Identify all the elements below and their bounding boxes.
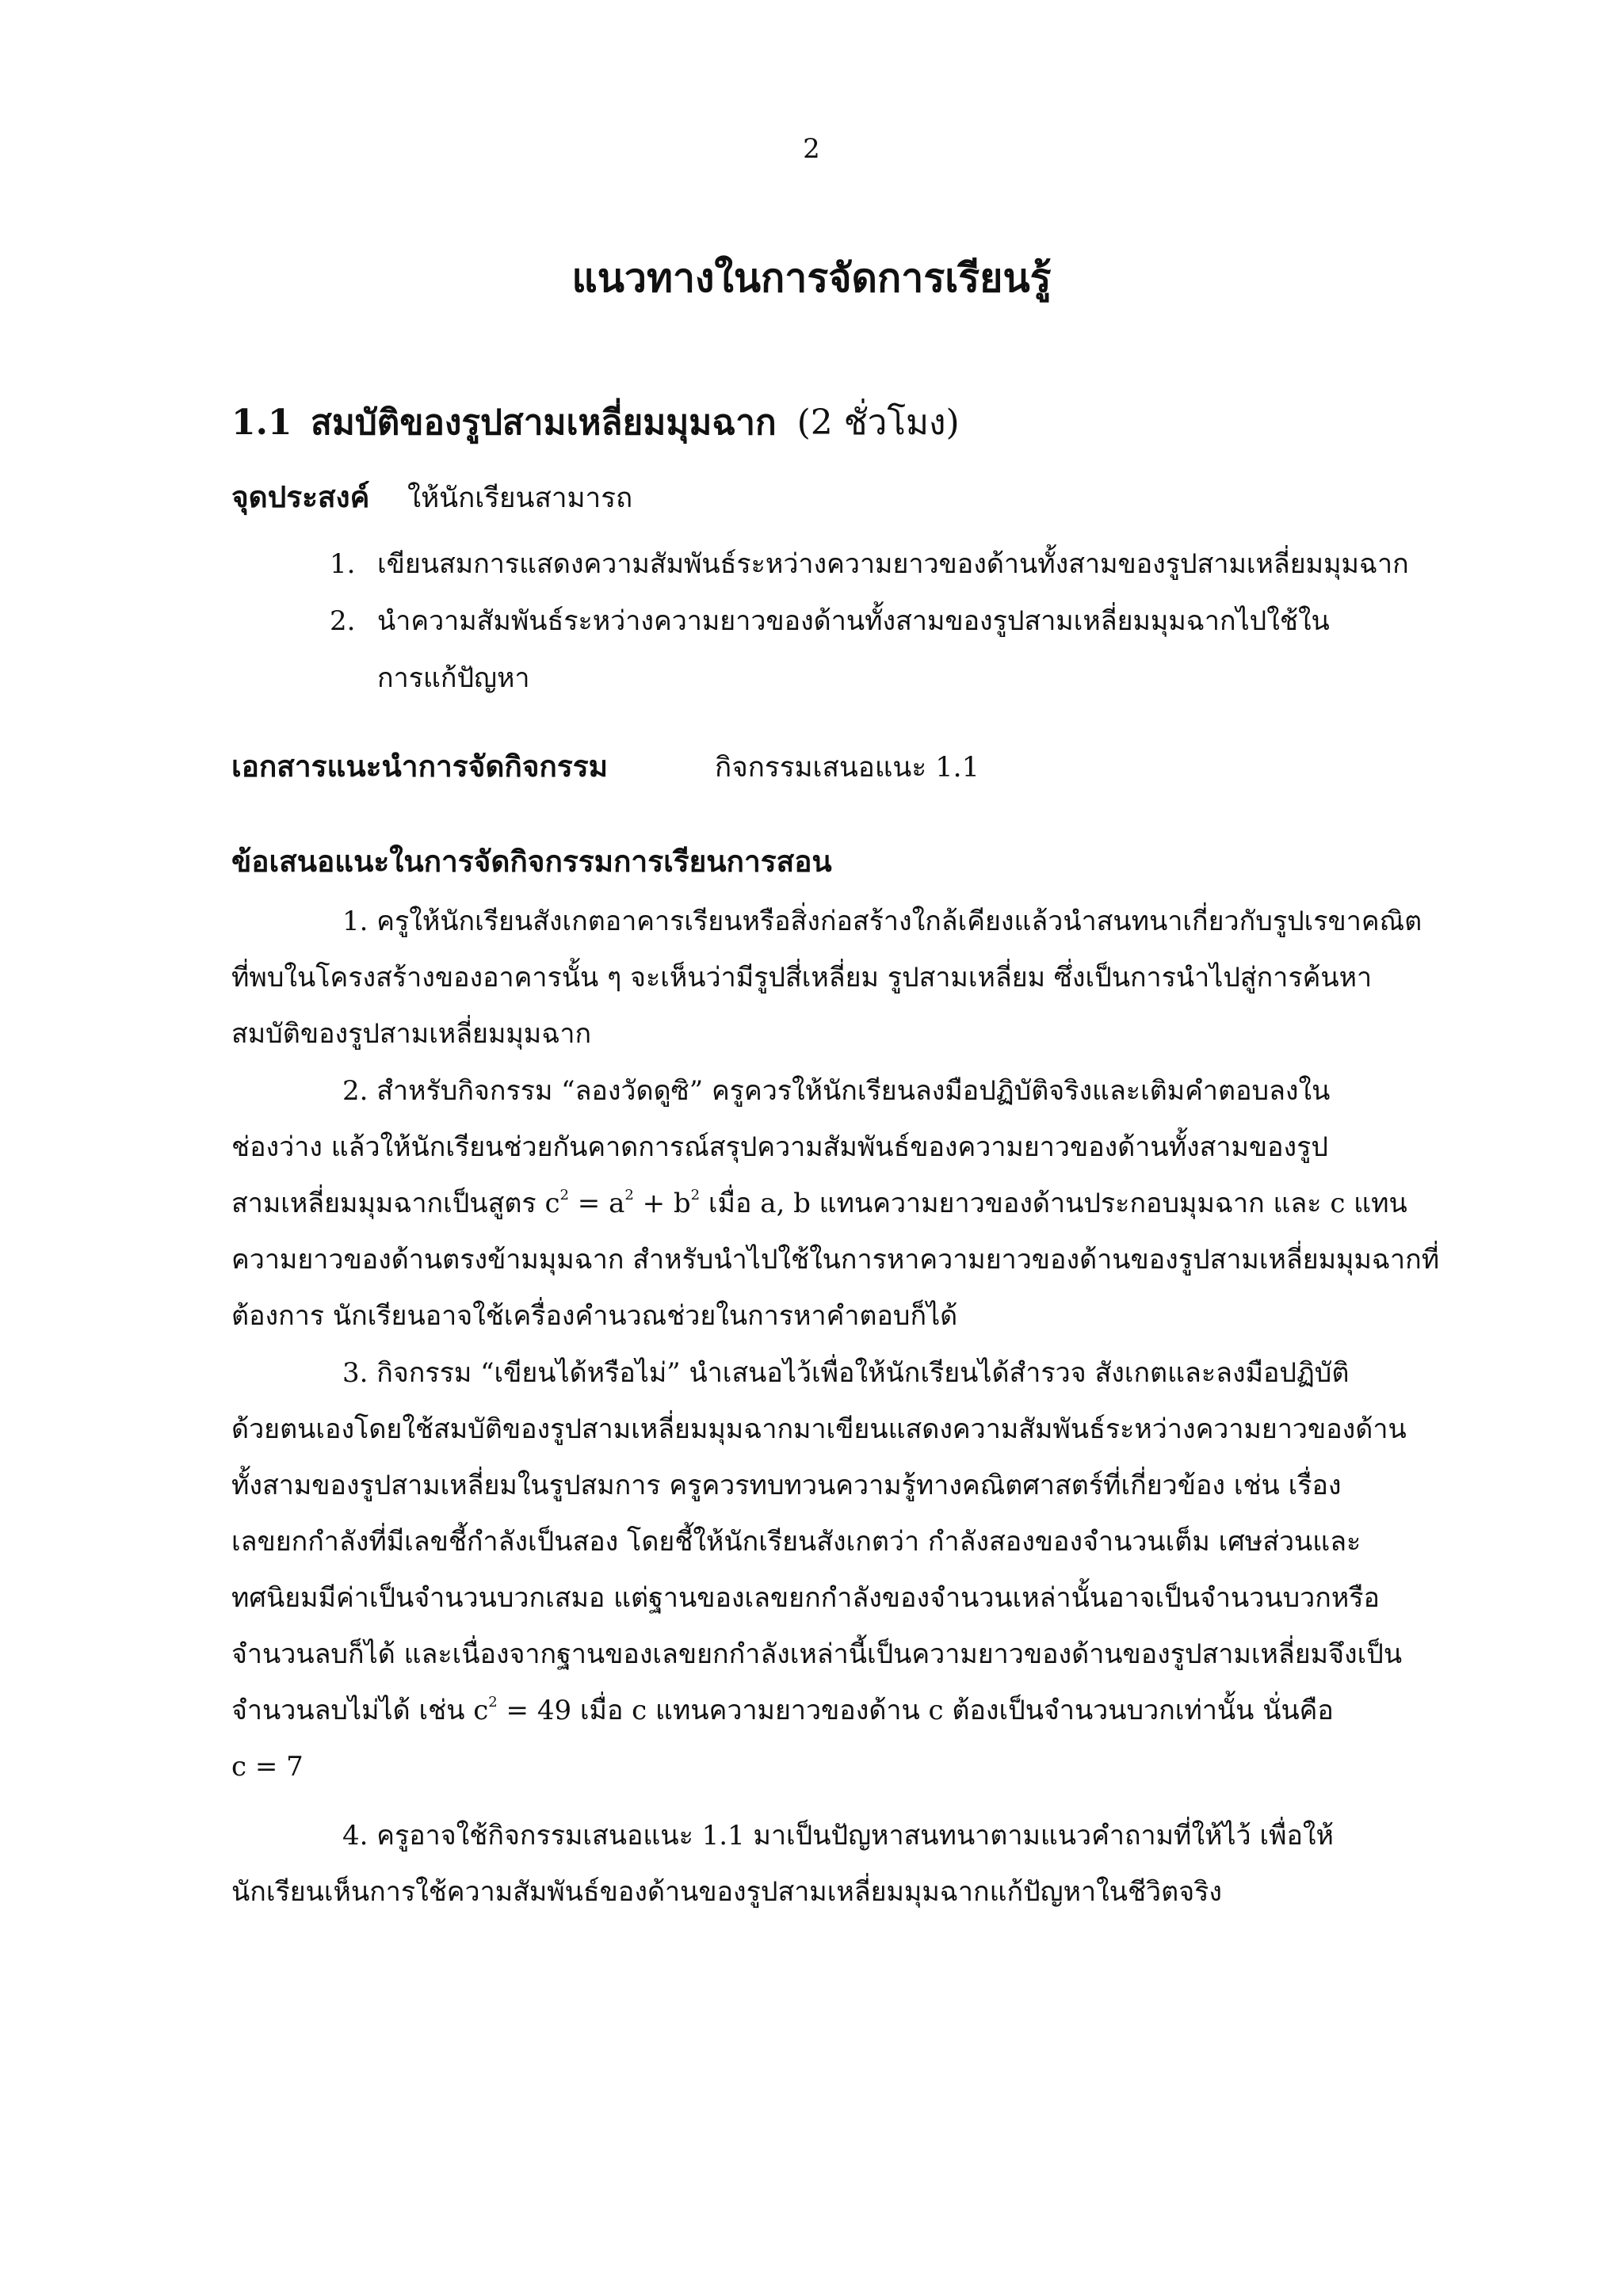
formula-text: = 49 เมื่อ c แทนความยาวของด้าน c ต้องเป็นจำนวนบวกเท่านั้น นั่นคือ [497,1695,1334,1726]
paragraph-line: ทศนิยมมีค่าเป็นจำนวนบวกเสมอ แต่ฐานของเลขยกกำลังของจำนวนเหล่านั้นอาจเป็นจำนวนบวกหรือ [231,1582,1380,1614]
paragraph-line: 3. กิจกรรม “เขียนได้หรือไม่” นำเสนอไว้เพื่อให้นักเรียนได้สำรวจ สังเกตและลงมือปฏิบัติ [342,1357,1350,1389]
objective-item [330,536,1439,593]
paragraph-line: ทั้งสามของรูปสามเหลี่ยมในรูปสมการ ครูควรทบทวนความรู้ทางคณิตศาสตร์ที่เกี่ยวข้อง เช่น เรื่อง [231,1470,1342,1501]
paragraph-line-formula [231,1683,1420,1739]
exponent: 2 [488,1694,498,1711]
objective-number: 1. [330,548,356,580]
suggestion-paragraph-3 [231,1345,1420,1795]
objectives-row [231,474,632,521]
exponent: 2 [690,1187,701,1203]
exponent: 2 [624,1187,634,1203]
section-heading [231,395,960,450]
paragraph-line: สมบัติของรูปสามเหลี่ยมมุมฉาก [231,1018,592,1050]
docs-row [231,743,980,790]
paragraph-line: ที่พบในโครงสร้างของอาคารนั้น ๆ จะเห็นว่ามีรูปสี่เหลี่ยม รูปสามเหลี่ยม ซึ่งเป็นการนำไปสู่การค้นหา [231,962,1373,994]
objectives-list [330,536,1439,707]
suggestion-paragraph-1 [231,894,1423,1062]
paragraph-line: นักเรียนเห็นการใช้ความสัมพันธ์ของด้านของรูปสามเหลี่ยมมุมฉากแก้ปัญหาในชีวิตจริง [231,1876,1223,1908]
paragraph-line: จำนวนลบก็ได้ และเนื่องจากฐานของเลขยกกำลังเหล่านี้เป็นความยาวของด้านของรูปสามเหลี่ยมจึงเป็น [231,1638,1403,1670]
paragraph-line: 1. ครูให้นักเรียนสังเกตอาคารเรียนหรือสิ่งก่อสร้างใกล้เคียงแล้วนำสนทนาเกี่ยวกับรูปเรขาคณิต [342,906,1423,937]
objective-text: การแก้ปัญหา [377,662,530,694]
document-title: แนวทางในการจัดการเรียนรู้ [571,254,1052,301]
paragraph-line: เลขยกกำลังที่มีเลขชี้กำลังเป็นสอง โดยชี้ให้นักเรียนสังเกตว่า กำลังสองของจำนวนเต็ม เศษส่วนและ [231,1526,1361,1558]
paragraph-line: ช่องว่าง แล้วให้นักเรียนช่วยกันคาดการณ์สรุปความสัมพันธ์ของความยาวของด้านทั้งสามของรูป [231,1131,1329,1163]
paragraph-line: c = 7 [231,1751,304,1783]
formula-text: + b [633,1188,691,1219]
section-hours: (2 ชั่วโมง) [796,402,960,443]
paragraph-line: ต้องการ นักเรียนอาจใช้เครื่องคำนวณช่วยในการหาคำตอบก็ได้ [231,1300,958,1332]
docs-label: เอกสารแนะนำการจัดกิจกรรม [231,749,608,784]
section-name: สมบัติของรูปสามเหลี่ยมมุมฉาก [311,402,777,443]
suggestions-heading: ข้อเสนอแนะในการจัดกิจกรรมการเรียนการสอน [231,844,832,879]
page-number: 2 [803,133,820,165]
formula-text: สามเหลี่ยมมุมฉากเป็นสูตร c [231,1188,560,1219]
paragraph-line: 4. ครูอาจใช้กิจกรรมเสนอแนะ 1.1 มาเป็นปัญหาสนทนาตามแนวคำถามที่ให้ไว้ เพื่อให้ [342,1820,1334,1852]
objective-item [330,593,1439,707]
paragraph-line: ด้วยตนเองโดยใช้สมบัติของรูปสามเหลี่ยมมุมฉากมาเขียนแสดงความสัมพันธ์ระหว่างความยาวของด้าน [231,1413,1407,1445]
objectives-label: จุดประสงค์ [231,479,370,514]
formula-text: เมื่อ a, b แทนความยาวของด้านประกอบมุมฉาก และ c แทน [700,1188,1407,1219]
paragraph-line: 2. สำหรับกิจกรรม “ลองวัดดูซิ” ครูควรให้นักเรียนลงมือปฏิบัติจริงและเติมคำตอบลงใน [342,1075,1331,1107]
objective-text: เขียนสมการแสดงความสัมพันธ์ระหว่างความยาวของด้านทั้งสามของรูปสามเหลี่ยมมุมฉาก [377,548,1409,580]
formula-text: = a [568,1188,625,1219]
paragraph-line: ความยาวของด้านตรงข้ามมุมฉาก สำหรับนำไปใช้ในการหาความยาวของด้านของรูปสามเหลี่ยมมุมฉากที่ [231,1244,1440,1276]
paragraph-line-formula [231,1176,1420,1232]
objective-number: 2. [330,605,356,637]
docs-value: กิจกรรมเสนอแนะ 1.1 [715,752,980,784]
objective-text: นำความสัมพันธ์ระหว่างความยาวของด้านทั้งสามของรูปสามเหลี่ยมมุมฉากไปใช้ใน [377,605,1330,637]
exponent: 2 [559,1187,569,1203]
objectives-intro: ให้นักเรียนสามารถ [407,482,633,514]
section-number: 1.1 [231,402,292,443]
suggestion-paragraph-4 [231,1808,1420,1920]
suggestion-paragraph-2 [231,1063,1440,1344]
formula-text: จำนวนลบไม่ได้ เช่น c [231,1695,489,1726]
